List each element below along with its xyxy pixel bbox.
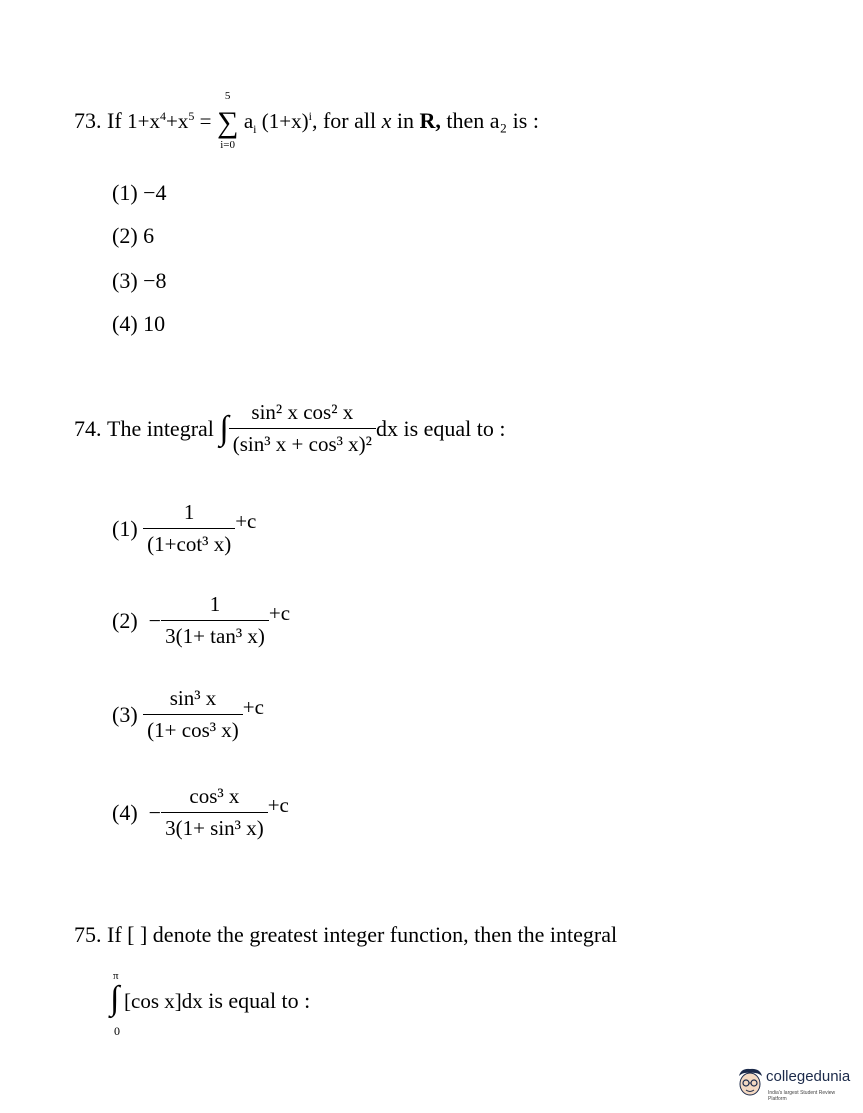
q73-term: $a_i$ $(1+x)^i$	[243, 109, 312, 137]
q73-stem	[74, 90, 539, 151]
option-fraction	[161, 592, 269, 649]
q74-lead: The integral	[107, 415, 214, 441]
q73-lhs: $1+x^4+x^5$ =	[127, 109, 212, 134]
option-sign: −	[148, 607, 162, 633]
q74-option-2	[112, 592, 290, 649]
q74-number: 74.	[74, 415, 102, 441]
option-fraction	[143, 686, 243, 743]
q73-tail: , for all x in R, then a₂ is :	[311, 108, 539, 134]
mascot-icon	[735, 1066, 765, 1098]
q75-integral-expression	[124, 988, 310, 1014]
q75-number: 75.	[74, 922, 102, 947]
option-label: (2)	[112, 607, 138, 633]
q74-integrand	[229, 400, 376, 457]
q74-tail: dx is equal to :	[375, 415, 506, 441]
option-fraction	[143, 500, 235, 557]
q74-option-4	[112, 784, 289, 841]
q73-option-2: (2) 6	[112, 223, 155, 248]
option-denominator: 3(1+ tan³ x)	[161, 620, 269, 649]
q74-option-3	[112, 686, 264, 743]
option-constant: +c	[267, 793, 289, 817]
q75-upper-limit: π	[113, 970, 119, 982]
collegedunia-logo	[735, 1062, 855, 1104]
q75-stem	[74, 922, 617, 948]
option-sign: −	[148, 799, 162, 825]
q75-lower-limit: 0	[114, 1024, 120, 1038]
option-label: (4)	[112, 799, 138, 825]
option-numerator: cos³ x	[189, 784, 240, 808]
option-label: (3)	[112, 701, 138, 727]
summation-symbol: 5 ∑ i=0	[216, 90, 239, 151]
logo-wordmark: collegedunia	[766, 1068, 851, 1085]
option-constant: +c	[235, 509, 257, 533]
option-numerator: 1	[209, 592, 221, 616]
q75-text: If [ ] denote the greatest integer function, then the integral	[107, 922, 618, 947]
q73-number: 73.	[74, 108, 102, 134]
option-label: (1)	[112, 515, 138, 541]
option-fraction	[161, 784, 268, 841]
q73-option-3: (3) −8	[112, 268, 167, 293]
option-denominator: 3(1+ sin³ x)	[161, 812, 268, 841]
logo-tagline: India's largest Student Review Platform	[768, 1090, 836, 1102]
q74-stem	[74, 400, 506, 457]
q74-integrand-denominator: (sin³ x + cos³ x)²	[229, 428, 376, 457]
q75-tail: is equal to :	[208, 988, 311, 1013]
integral-symbol: ∫	[110, 980, 120, 1017]
q74-integrand-numerator: sin² x cos² x	[251, 400, 354, 424]
q73-option-4: (4) 10	[112, 311, 166, 336]
option-numerator: sin³ x	[169, 686, 217, 710]
sum-lower-limit: i=0	[220, 139, 236, 151]
sum-upper-limit: 5	[224, 90, 231, 102]
q74-option-1	[112, 500, 256, 557]
option-denominator: (1+ cos³ x)	[143, 714, 243, 743]
integral-symbol: ∫	[219, 409, 229, 447]
q75-integrand: [cos x]dx	[124, 989, 203, 1013]
q73-option-1: (1) −4	[112, 180, 167, 205]
option-numerator: 1	[183, 500, 195, 524]
option-constant: +c	[268, 601, 291, 625]
option-constant: +c	[242, 695, 264, 719]
option-denominator: (1+cot³ x)	[143, 528, 235, 557]
q73-lead: If	[107, 108, 122, 134]
